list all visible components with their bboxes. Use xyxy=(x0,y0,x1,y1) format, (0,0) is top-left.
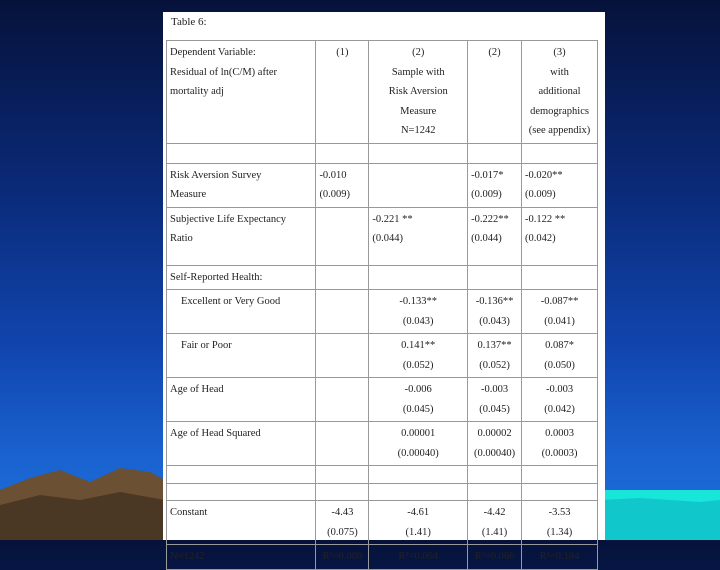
value-cell xyxy=(522,501,598,545)
value-cell xyxy=(522,163,598,207)
value-cell xyxy=(468,545,522,570)
row-label xyxy=(167,334,316,378)
value-cell xyxy=(316,466,369,484)
row-label xyxy=(167,265,316,290)
value-cell xyxy=(468,422,522,466)
cell-line: 0.0003 xyxy=(545,428,574,439)
header-column xyxy=(522,41,598,144)
cell-line: N=1242 xyxy=(400,125,436,136)
value-cell xyxy=(369,143,468,163)
cell-line: -0.221 ** xyxy=(372,213,413,225)
value-cell xyxy=(522,484,598,501)
value-cell xyxy=(316,265,369,290)
row-label xyxy=(167,163,316,207)
cell-line: (0.052) xyxy=(479,359,510,371)
header-column xyxy=(316,41,369,144)
cell-line: 0.141** xyxy=(401,340,436,351)
table-slide xyxy=(163,12,605,562)
cell-line: -0.006 xyxy=(404,384,432,395)
cell-line: (1) xyxy=(336,47,349,58)
cell-line: (0.045) xyxy=(402,403,434,415)
cell-line: Measure xyxy=(400,105,437,117)
value-cell xyxy=(316,290,369,334)
header-row xyxy=(167,41,598,144)
cell-line: R²=0.064 xyxy=(398,551,439,562)
value-cell xyxy=(369,501,468,545)
row-label xyxy=(167,143,316,163)
cell-line: R²=0.184 xyxy=(539,551,580,562)
row-label xyxy=(167,466,316,484)
cell-line: (0.043) xyxy=(402,315,434,327)
cell-line: Self-Reported Health: xyxy=(170,271,263,283)
cell-line: -0.003 xyxy=(480,384,509,395)
value-cell xyxy=(369,163,468,207)
cell-line: (0.00040) xyxy=(473,447,516,459)
regression-table xyxy=(166,40,598,570)
table-title: Table 6: xyxy=(171,16,207,28)
value-cell xyxy=(316,545,369,570)
row-label xyxy=(167,422,316,466)
cell-line: (3) xyxy=(553,47,566,58)
cell-line: Excellent or Very Good xyxy=(181,296,281,307)
value-cell xyxy=(468,334,522,378)
cell-line: (0.050) xyxy=(544,359,575,371)
row-label xyxy=(167,545,316,570)
cell-line: (1.41) xyxy=(405,526,431,538)
value-cell xyxy=(522,265,598,290)
cell-line: -4.61 xyxy=(407,507,430,518)
cell-line: -4.42 xyxy=(483,507,506,518)
value-cell xyxy=(468,466,522,484)
cell-line: Age of Head Squared xyxy=(170,428,261,439)
table-row xyxy=(167,334,598,378)
cell-line: -3.53 xyxy=(548,507,571,518)
value-cell xyxy=(522,378,598,422)
cell-line: -4.43 xyxy=(331,507,354,518)
cell-line: Residual of ln(C/M) after xyxy=(170,66,278,78)
cell-line: Ratio xyxy=(170,233,193,244)
value-cell xyxy=(468,501,522,545)
cell-line: Sample with xyxy=(391,66,445,78)
row-label xyxy=(167,290,316,334)
value-cell xyxy=(369,378,468,422)
cell-line: demographics xyxy=(530,105,589,117)
cell-line: R²=0.066 xyxy=(474,551,515,562)
cell-line: (0.042) xyxy=(544,403,575,415)
cell-line: (2) xyxy=(412,47,425,58)
cell-line: (0.042) xyxy=(525,233,556,244)
table-row xyxy=(167,143,598,163)
cell-line: (0.045) xyxy=(479,403,510,415)
value-cell xyxy=(316,143,369,163)
cell-line: (0.075) xyxy=(327,526,358,538)
table-row xyxy=(167,378,598,422)
cell-line: 0.00001 xyxy=(401,428,436,439)
cell-line: (see appendix) xyxy=(528,125,591,136)
cell-line: 0.087* xyxy=(545,340,574,351)
table-row xyxy=(167,265,598,290)
table-row xyxy=(167,290,598,334)
table-row xyxy=(167,207,598,265)
value-cell xyxy=(522,422,598,466)
cell-line: (0.009) xyxy=(471,189,502,200)
value-cell xyxy=(468,163,522,207)
cell-line: Risk Aversion Survey xyxy=(170,169,262,181)
value-cell xyxy=(316,378,369,422)
header-label xyxy=(167,41,316,144)
value-cell xyxy=(468,265,522,290)
cell-line: -0.003 xyxy=(545,384,574,395)
value-cell xyxy=(369,334,468,378)
cell-line: (0.044) xyxy=(471,233,502,244)
header-column xyxy=(369,41,468,144)
cell-line: additional xyxy=(538,86,581,97)
value-cell xyxy=(369,545,468,570)
value-cell xyxy=(316,484,369,501)
cell-line: -0.133** xyxy=(399,296,438,307)
value-cell xyxy=(369,484,468,501)
value-cell xyxy=(522,334,598,378)
cell-line: N=1242 xyxy=(170,551,205,562)
cell-line: Age of Head xyxy=(170,384,224,395)
value-cell xyxy=(522,207,598,265)
cell-line: (2) xyxy=(488,47,501,58)
table-row xyxy=(167,545,598,570)
value-cell xyxy=(522,290,598,334)
cell-line: Fair or Poor xyxy=(181,340,232,351)
cell-line: Measure xyxy=(170,189,207,200)
cell-line: R²=0.000 xyxy=(322,551,363,562)
table-row xyxy=(167,501,598,545)
row-label xyxy=(167,484,316,501)
cell-line: with xyxy=(550,66,569,78)
cell-line: Dependent Variable: xyxy=(170,47,256,58)
value-cell xyxy=(369,290,468,334)
value-cell xyxy=(468,143,522,163)
value-cell xyxy=(522,545,598,570)
value-cell xyxy=(369,207,468,265)
cell-line: (0.052) xyxy=(402,359,434,371)
cell-line: mortality adj xyxy=(170,86,224,97)
table-row xyxy=(167,163,598,207)
cell-line: (0.044) xyxy=(372,233,404,244)
table-row xyxy=(167,484,598,501)
cell-line: -0.122 ** xyxy=(525,213,566,225)
cell-line: -0.017* xyxy=(471,169,504,181)
cell-line: 0.137** xyxy=(477,340,512,351)
cell-line: -0.020** xyxy=(525,169,563,181)
cell-line: (0.009) xyxy=(319,189,351,200)
value-cell xyxy=(468,290,522,334)
value-cell xyxy=(316,163,369,207)
cell-line: Subjective Life Expectancy xyxy=(170,213,287,225)
value-cell xyxy=(522,466,598,484)
value-cell xyxy=(316,501,369,545)
cell-line: -0.010 xyxy=(319,169,347,181)
cell-line: (0.041) xyxy=(544,315,575,327)
cell-line: (1.34) xyxy=(546,526,573,538)
row-label xyxy=(167,501,316,545)
cell-line: (0.00040) xyxy=(397,447,439,459)
value-cell xyxy=(468,484,522,501)
row-label xyxy=(167,378,316,422)
cell-line: Risk Aversion xyxy=(388,86,448,97)
cell-line: (1.41) xyxy=(481,526,508,538)
table-row xyxy=(167,422,598,466)
cell-line: -0.222** xyxy=(471,213,509,225)
cell-line: 0.00002 xyxy=(477,428,512,439)
cell-line: -0.087** xyxy=(540,296,579,307)
cell-line: (0.009) xyxy=(525,189,556,200)
cell-line: Constant xyxy=(170,507,208,518)
value-cell xyxy=(369,422,468,466)
row-label xyxy=(167,207,316,265)
value-cell xyxy=(522,143,598,163)
header-column xyxy=(468,41,522,144)
value-cell xyxy=(316,334,369,378)
value-cell xyxy=(468,378,522,422)
cell-line: (0.043) xyxy=(479,315,510,327)
value-cell xyxy=(369,265,468,290)
cell-line: -0.136** xyxy=(475,296,514,307)
value-cell xyxy=(316,207,369,265)
value-cell xyxy=(468,207,522,265)
shore xyxy=(600,498,720,540)
cell-line: (0.0003) xyxy=(541,447,578,459)
value-cell xyxy=(369,466,468,484)
table-row xyxy=(167,466,598,484)
value-cell xyxy=(316,422,369,466)
